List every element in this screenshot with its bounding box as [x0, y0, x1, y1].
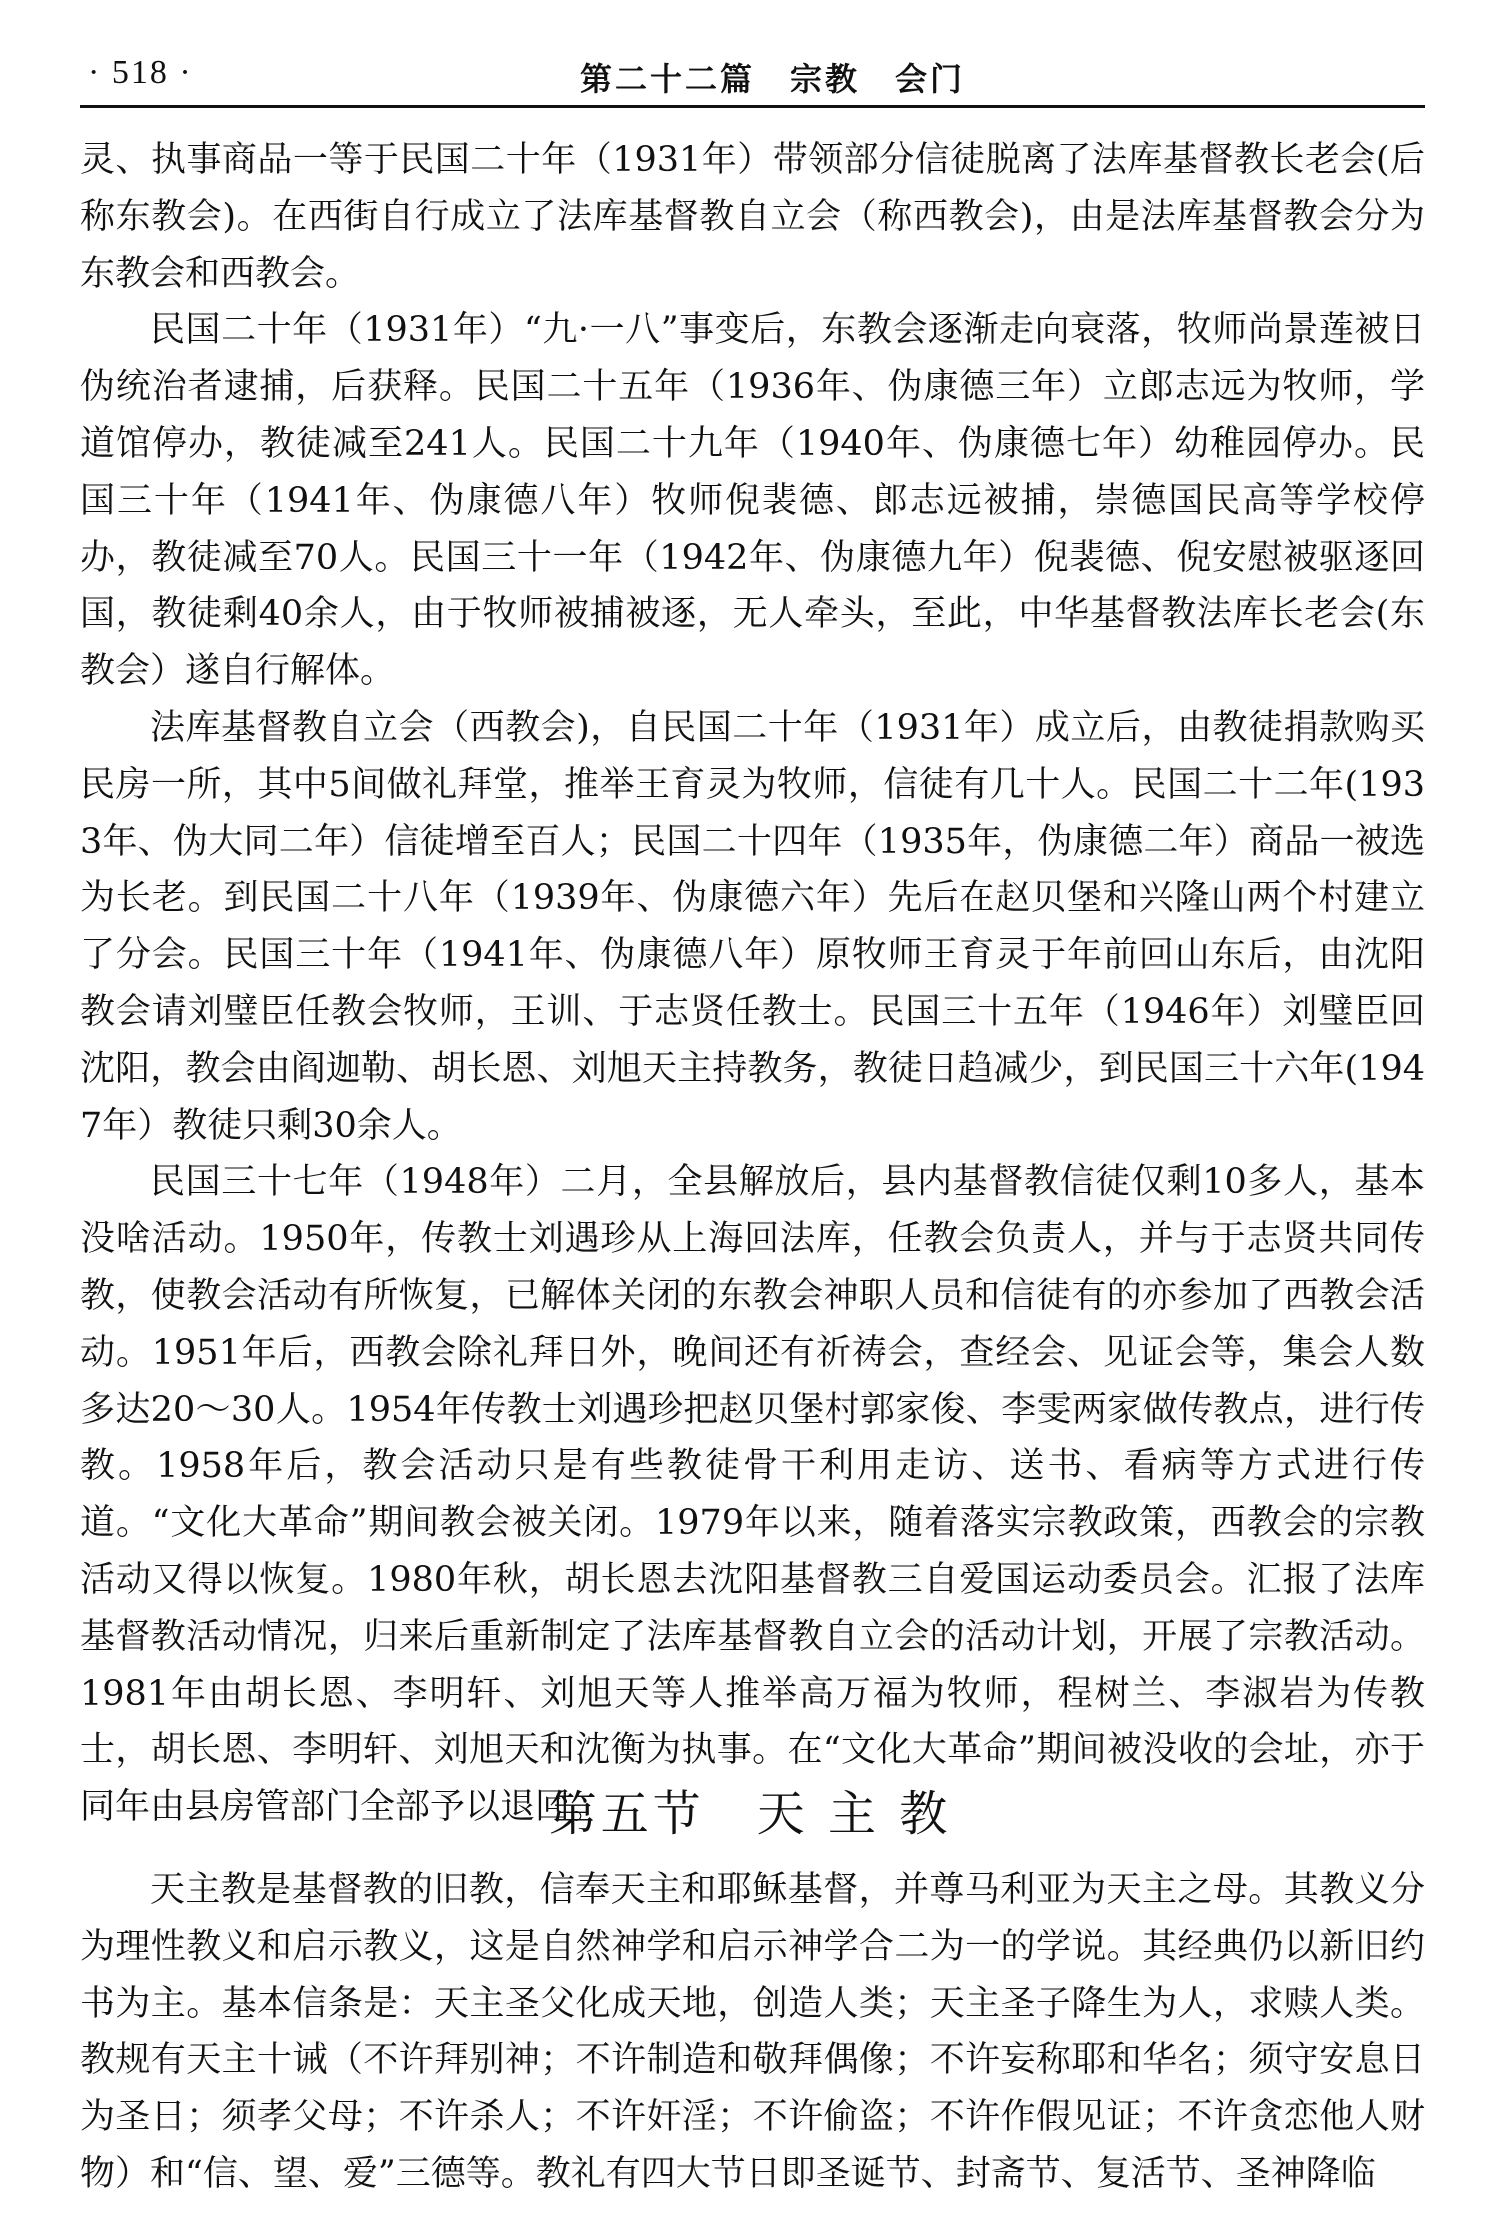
body-text: [80, 132, 1425, 1836]
running-head: 第二十二篇 宗教 会门: [580, 60, 966, 98]
page-header: [80, 40, 1425, 110]
page-number: · 518 ·: [88, 54, 193, 91]
paragraph-west-church: 法库基督教自立会（西教会)，自民国二十年（1931年）成立后，由教徒捐款购买民房一所，其中5间做礼拜堂，推举王育灵为牧师，信徒有几十人。民国二十二年(1933年、伪大同二年）信徒增至百人；民国二十四年（1935年，伪康德二年）商品一被选为长老。到民国二十八年（1939年、伪康德六年）先后在赵贝堡和兴隆山两个村建立了分会。民国三十年（1941年、伪康德八年）原牧师王育灵于年前回山东后，由沈阳教会请刘璧臣任教会牧师，王训、于志贤任教士。民国三十五年（1946年）刘璧臣回沈阳，教会由阎迦勒、胡长恩、刘旭天主持教务，教徒日趋减少，到民国三十六年(1947年）教徒只剩30余人。: [80, 707, 1425, 1146]
header-rule: [80, 105, 1425, 108]
paragraph-catholicism: 天主教是基督教的旧教，信奉天主和耶稣基督，并尊马利亚为天主之母。其教义分为理性教义和启示教义，这是自然神学和启示神学合二为一的学说。其经典仍以新旧约书为主。基本信条是：天主圣父化成天地，创造人类；天主圣子降生为人，求赎人类。教规有天主十诫（不许拜别神；不许制造和敬拜偶像；不许妄称耶和华名；须守安息日为圣日；须孝父母；不许杀人；不许奸淫；不许偷盗；不许作假见证；不许贪恋他人财物）和“信、望、爱”三德等。教礼有四大节日即圣诞节、封斋节、复活节、圣神降临: [80, 1870, 1425, 2194]
section-title: 第五节 天 主 教: [548, 1786, 952, 1842]
paragraph-continuation: 灵、执事商品一等于民国二十年（1931年）带领部分信徒脱离了法库基督教长老会(后称东教会)。在西街自行成立了法库基督教自立会（称西教会)，由是法库基督教会分为东教会和西教会。: [80, 140, 1425, 294]
section-body: [80, 1862, 1425, 2203]
paragraph-post-liberation: 民国三十七年（1948年）二月，全县解放后，县内基督教信徒仅剩10多人，基本没啥活动。1950年，传教士刘遇珍从上海回法库，任教会负责人，并与于志贤共同传教，使教会活动有所恢复，已解体关闭的东教会神职人员和信徒有的亦参加了西教会活动。1951年后，西教会除礼拜日外，晚间还有祈祷会，查经会、见证会等，集会人数多达20～30人。1954年传教士刘遇珍把赵贝堡村郭家俊、李雯两家做传教点，进行传教。1958年后，教会活动只是有些教徒骨干利用走访、送书、看病等方式进行传道。“文化大革命”期间教会被关闭。1979年以来，随着落实宗教政策，西教会的宗教活动又得以恢复。1980年秋，胡长恩去沈阳基督教三自爱国运动委员会。汇报了法库基督教活动情况，归来后重新制定了法库基督教自立会的活动计划，开展了宗教活动。1981年由胡长恩、李明轩、刘旭天等人推举高万福为牧师，程树兰、李淑岩为传教士，胡长恩、李明轩、刘旭天和沈衡为执事。在“文化大革命”期间被没收的会址，亦于同年由县房管部门全部予以退回。: [80, 1162, 1425, 1828]
paragraph-east-church: 民国二十年（1931年）“九·一八”事变后，东教会逐渐走向衰落，牧师尚景莲被日伪统治者逮捕，后获释。民国二十五年（1936年、伪康德三年）立郎志远为牧师，学道馆停办，教徒减至241人。民国二十九年（1940年、伪康德七年）幼稚园停办。民国三十年（1941年、伪康德八年）牧师倪裴德、郎志远被捕，崇德国民高等学校停办，教徒减至70人。民国三十一年（1942年、伪康德九年）倪裴德、倪安慰被驱逐回国，教徒剩40余人，由于牧师被捕被逐，无人牵头，至此，中华基督教法库长老会(东教会）遂自行解体。: [80, 310, 1425, 692]
